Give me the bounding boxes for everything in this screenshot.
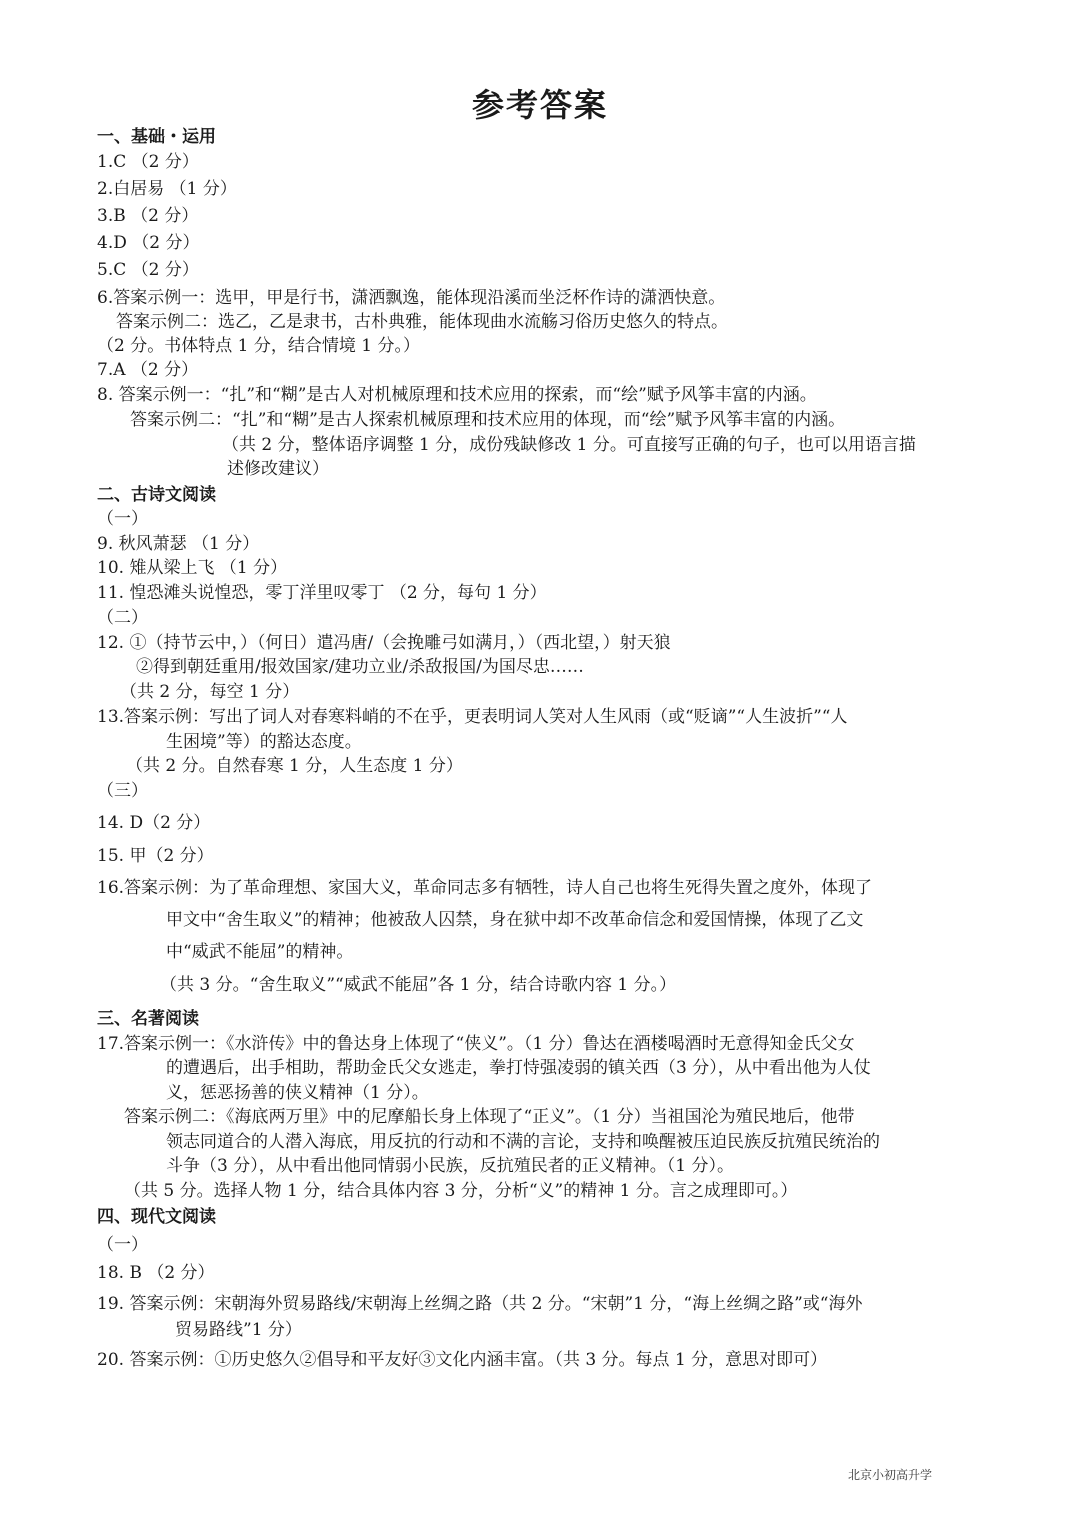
answer-16-line-1: 16.答案示例：为了革命理想、家国大义，革命同志多有牺牲，诗人自己也将生死得失置之度外，体现了: [97, 878, 873, 898]
answer-17-line-6: 斗争（3 分），从中看出他同情弱小民族，反抗殖民者的正义精神。（1 分）。: [166, 1156, 734, 1176]
answer-10: 10. 雉从梁上飞 （1 分）: [97, 558, 288, 578]
answer-13-line-2: 生困境”等）的豁达态度。: [166, 732, 362, 752]
answer-17-scoring: （共 5 分。选择人物 1 分，结合具体内容 3 分，分析“义”的精神 1 分。言之成理即可。）: [124, 1181, 798, 1201]
page-title: 参考答案: [471, 86, 608, 124]
answer-13-scoring: （共 2 分。自然春寒 1 分，人生态度 1 分）: [126, 756, 463, 776]
answer-5: 5.C （2 分）: [97, 260, 199, 280]
answer-18: 18. B （2 分）: [97, 1263, 215, 1283]
answer-19-line-1: 19. 答案示例：宋朝海外贸易路线/宋朝海上丝绸之路（共 2 分。“宋朝”1 分，“海上丝绸之路”或“海外: [97, 1294, 863, 1314]
answer-14: 14. D（2 分）: [97, 813, 211, 833]
answer-8-scoring-line-1: （共 2 分，整体语序调整 1 分，成份残缺修改 1 分。可直接写正确的句子，也可以用语言描: [222, 435, 916, 455]
answer-17-line-4: 答案示例二：《海底两万里》中的尼摩船长身上体现了“正义”。（1 分）当祖国沦为殖民地后，他带: [124, 1107, 855, 1127]
answer-9: 9. 秋风萧瑟 （1 分）: [97, 534, 260, 554]
answer-16-scoring: （共 3 分。“舍生取义”“威武不能屈”各 1 分，结合诗歌内容 1 分。）: [160, 975, 677, 995]
answer-13-line-1: 13.答案示例：写出了词人对春寒料峭的不在乎，更表明词人笑对人生风雨（或“贬谪”“人生波折”“人: [97, 707, 848, 727]
answer-4: 4.D （2 分）: [97, 233, 200, 253]
answer-1: 1.C （2 分）: [97, 152, 199, 172]
answer-6-scoring: （2 分。书体特点 1 分，结合情境 1 分。）: [97, 336, 420, 356]
subsection-1: （一）: [97, 509, 148, 529]
answer-19-line-2: 贸易路线”1 分）: [175, 1320, 302, 1340]
answer-12-line-2: ②得到朝廷重用/报效国家/建功立业/杀敌报国/为国尽忠……: [136, 657, 584, 677]
section-heading-classical-reading: 二、古诗文阅读: [97, 485, 216, 505]
answer-12-line-1: 12. ①（持节云中，）（何日）遣冯唐/（会挽雕弓如满月，）（西北望，）射天狼: [97, 633, 671, 653]
answer-11: 11. 惶恐滩头说惶恐，零丁洋里叹零丁 （2 分，每句 1 分）: [97, 583, 547, 603]
answer-16-line-2: 甲文中“舍生取义”的精神；他被敌人囚禁，身在狱中却不改革命信念和爱国情操，体现了乙文: [166, 910, 864, 930]
section-heading-classics-reading: 三、名著阅读: [97, 1009, 199, 1029]
answer-20: 20. 答案示例：①历史悠久②倡导和平友好③文化内涵丰富。（共 3 分。每点 1 分，意思对即可）: [97, 1350, 828, 1370]
answer-17-line-5: 领志同道合的人潜入海底，用反抗的行动和不满的言论，支持和唤醒被压迫民族反抗殖民统治的: [166, 1132, 880, 1152]
answer-8-line-2: 答案示例二：“扎”和“糊”是古人探索机械原理和技术应用的体现，而“绘”赋予风筝丰富的内涵。: [130, 410, 846, 430]
answer-15: 15. 甲（2 分）: [97, 846, 214, 866]
answer-16-line-3: 中“威武不能屈”的精神。: [166, 942, 354, 962]
answer-17-line-3: 义，惩恶扬善的侠义精神（1 分）。: [166, 1083, 429, 1103]
answer-7: 7.A （2 分）: [97, 360, 199, 380]
footer-watermark: 北京小初高升学: [848, 1468, 933, 1482]
answer-17-line-1: 17.答案示例一：《水浒传》中的鲁达身上体现了“侠义”。（1 分）鲁达在酒楼喝酒时无意得知金氏父女: [97, 1034, 855, 1054]
answer-12-scoring: （共 2 分，每空 1 分）: [120, 682, 300, 702]
answer-8-line-1: 8. 答案示例一：“扎”和“糊”是古人对机械原理和技术应用的探索，而“绘”赋予风筝丰富的内涵。: [97, 385, 817, 405]
answer-17-line-2: 的遭遇后，出手相助，帮助金氏父女逃走，拳打恃强凌弱的镇关西（3 分），从中看出他为人仗: [166, 1058, 871, 1078]
subsection-2: （二）: [97, 608, 148, 628]
answer-6-line-1: 6.答案示例一：选甲，甲是行书，潇洒飘逸，能体现沿溪而坐泛杯作诗的潇洒快意。: [97, 288, 726, 308]
subsection-3: （三）: [97, 781, 148, 801]
subsection-4: （一）: [97, 1235, 148, 1255]
answer-8-scoring-line-2: 述修改建议）: [227, 459, 329, 479]
answer-2: 2.白居易 （1 分）: [97, 179, 237, 199]
answer-6-line-2: 答案示例二：选乙，乙是隶书，古朴典雅，能体现曲水流觞习俗历史悠久的特点。: [116, 312, 728, 332]
section-heading-basics: 一、基础・运用: [97, 127, 216, 147]
section-heading-modern-reading: 四、现代文阅读: [97, 1207, 216, 1227]
answer-3: 3.B （2 分）: [97, 206, 199, 226]
